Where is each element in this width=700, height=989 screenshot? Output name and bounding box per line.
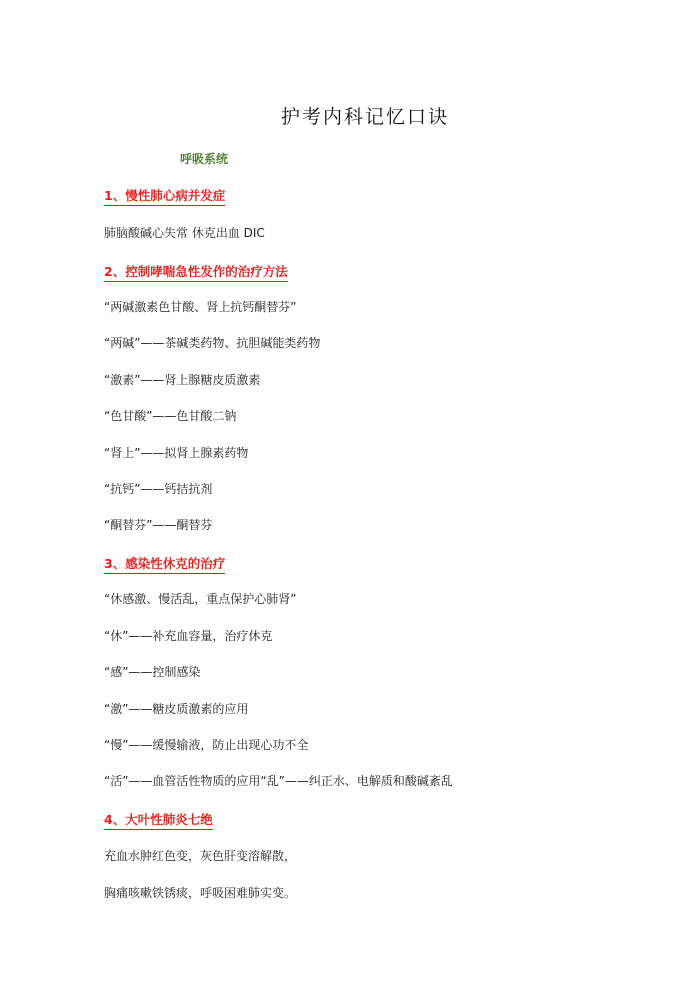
text-line: 肺脑酸碱心失常 休克出血 DIC — [104, 226, 265, 240]
text-line: 充血水肿红色变，灰色肝变溶解散， — [104, 849, 297, 863]
section-heading: 1、慢性肺心病并发症 — [104, 186, 225, 206]
text-line: 胸痛咳嗽铁锈痰，呼吸困难肺实变。 — [104, 886, 297, 900]
text-line: “肾上”——拟肾上腺素药物 — [104, 446, 249, 460]
text-line: “色甘酸”——色甘酸二钠 — [104, 409, 237, 423]
page-title: 护考内科记忆口诀 — [280, 106, 449, 128]
text-line: “两碱”——茶碱类药物、抗胆碱能类药物 — [104, 336, 321, 350]
text-line: “感”——控制感染 — [104, 665, 201, 679]
section-label: 呼吸系统 — [180, 152, 229, 166]
text-line: “活”——血管活性物质的应用“乱”——纠正水、电解质和酸碱紊乱 — [104, 774, 453, 788]
text-line: “激素”——肾上腺糖皮质激素 — [104, 373, 261, 387]
text-line: “慢”——缓慢输液，防止出现心功不全 — [104, 738, 309, 752]
section-heading: 2、控制哮喘急性发作的治疗方法 — [104, 262, 288, 282]
text-line: “两碱激素色甘酸、肾上抗钙酮替芬” — [104, 300, 297, 314]
text-line: “抗钙”——钙拮抗剂 — [104, 482, 213, 496]
text-line: “休感激、慢活乱，重点保护心肺肾” — [104, 592, 297, 606]
section-heading: 3、感染性休克的治疗 — [104, 554, 225, 574]
text-line: “休”——补充血容量，治疗休克 — [104, 629, 273, 643]
text-line: “酮替芬”——酮替芬 — [104, 518, 213, 532]
section-heading: 4、大叶性肺炎七绝 — [104, 810, 213, 830]
text-line: “激”——糖皮质激素的应用 — [104, 702, 249, 716]
